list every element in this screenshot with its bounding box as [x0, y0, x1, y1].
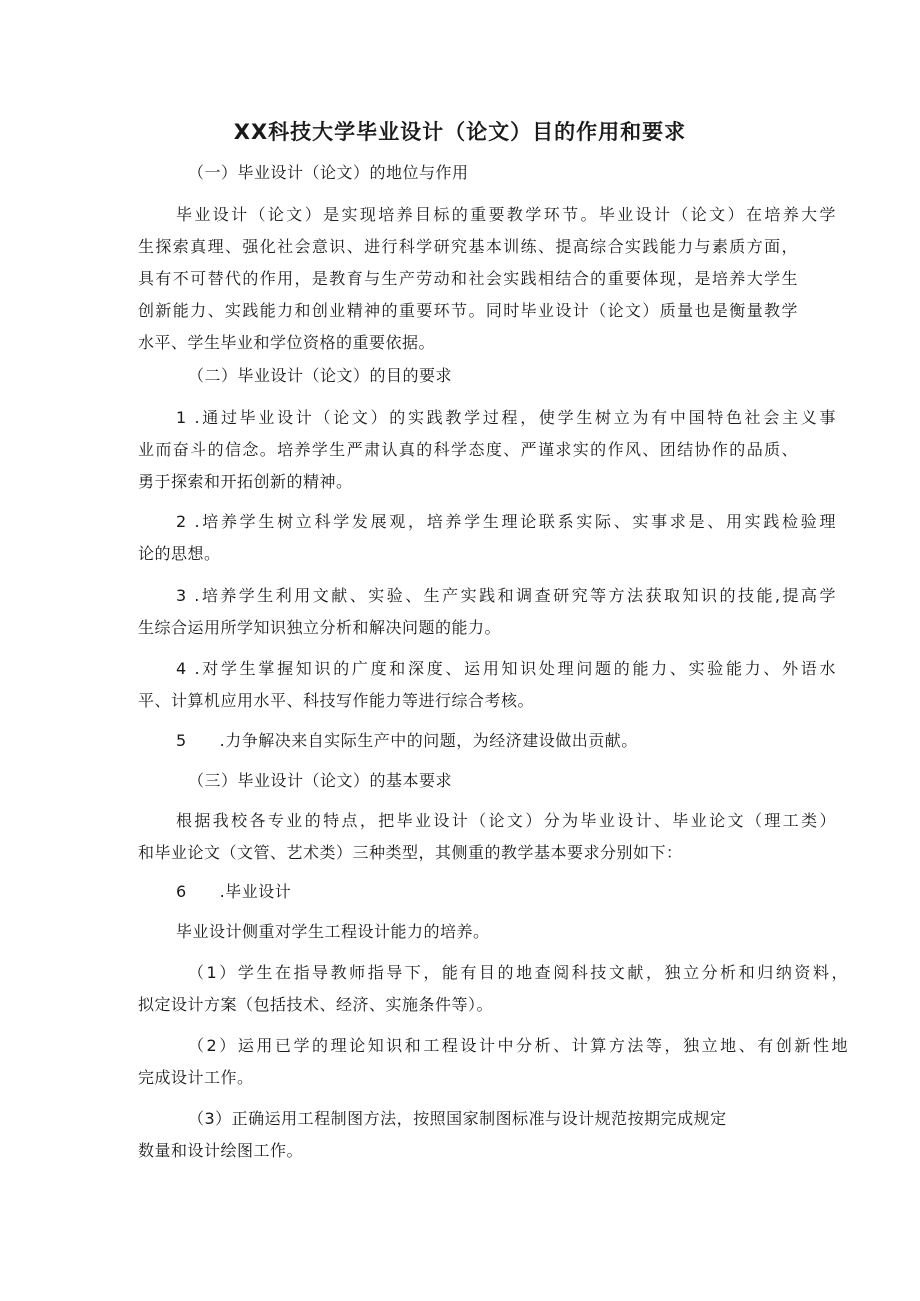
paragraph-line: 根据我校各专业的特点，把毕业设计（论文）分为毕业设计、毕业论文（理工类）: [176, 811, 836, 830]
section-heading-1: （一）毕业设计（论文）的地位与作用: [188, 163, 469, 182]
paragraph-line: 具有不可替代的作用，是教育与生产劳动和社会实践相结合的重要体现，是培养大学生: [138, 269, 798, 288]
section-heading-3: （三）毕业设计（论文）的基本要求: [188, 771, 453, 790]
requirement-line: 拟定设计方案（包括技术、经济、实施条件等）。: [138, 995, 494, 1014]
list-item-line: 论的思想。: [138, 544, 221, 563]
requirement-line: （1）学生在指导教师指导下，能有目的地查阅科技文献，独立分析和归纳资料，: [188, 963, 848, 982]
list-item-line: 勇于探索和开拓创新的精神。: [138, 472, 353, 491]
list-item-line: 2 .培养学生树立科学发展观，培养学生理论联系实际、实事求是、用实践检验理: [176, 512, 836, 531]
section-heading-2: （二）毕业设计（论文）的目的要求: [188, 366, 453, 385]
requirement-line: （3）正确运用工程制图方法，按照国家制图标准与设计规范按期完成规定: [188, 1109, 727, 1128]
paragraph-line: 毕业设计侧重对学生工程设计能力的培养。: [176, 922, 490, 941]
list-item-line: 平、计算机应用水平、科技写作能力等进行综合考核。: [138, 691, 535, 710]
paragraph-line: 和毕业论文（文管、艺术类）三种类型，其侧重的教学基本要求分别如下：: [138, 843, 683, 862]
requirement-line: （2）运用已学的理论知识和工程设计中分析、计算方法等，独立地、有创新性地: [188, 1036, 848, 1055]
document-title: XX科技大学毕业设计（论文）目的作用和要求: [233, 120, 687, 144]
paragraph-line: 毕业设计（论文）是实现培养目标的重要教学环节。毕业设计（论文）在培养大学: [176, 205, 836, 224]
list-item-line: 5 .力争解决来自实际生产中的问题，为经济建设做出贡献。: [176, 731, 638, 750]
paragraph-line: 创新能力、实践能力和创业精神的重要环节。同时毕业设计（论文）质量也是衡量教学: [138, 301, 798, 320]
paragraph-line: 水平、学生毕业和学位资格的重要依据。: [138, 333, 436, 352]
list-item-line: 3 .培养学生利用文献、实验、生产实践和调查研究等方法获取知识的技能,提高学: [176, 586, 836, 605]
list-item-line: 4 .对学生掌握知识的广度和深度、运用知识处理问题的能力、实验能力、外语水: [176, 659, 836, 678]
paragraph-line: 生探索真理、强化社会意识、进行科学研究基本训练、提高综合实践能力与素质方面，: [138, 237, 798, 256]
requirement-line: 完成设计工作。: [138, 1068, 254, 1087]
list-item-line: 业而奋斗的信念。培养学生严肃认真的科学态度、严谨求实的作风、团结协作的品质、: [138, 440, 798, 459]
requirement-line: 数量和设计绘图工作。: [138, 1141, 304, 1160]
list-item-line: 1 .通过毕业设计（论文）的实践教学过程，使学生树立为有中国特色社会主义事: [176, 408, 836, 427]
sub-heading: 6 .毕业设计: [176, 882, 292, 901]
list-item-line: 生综合运用所学知识独立分析和解决问题的能力。: [138, 618, 502, 637]
